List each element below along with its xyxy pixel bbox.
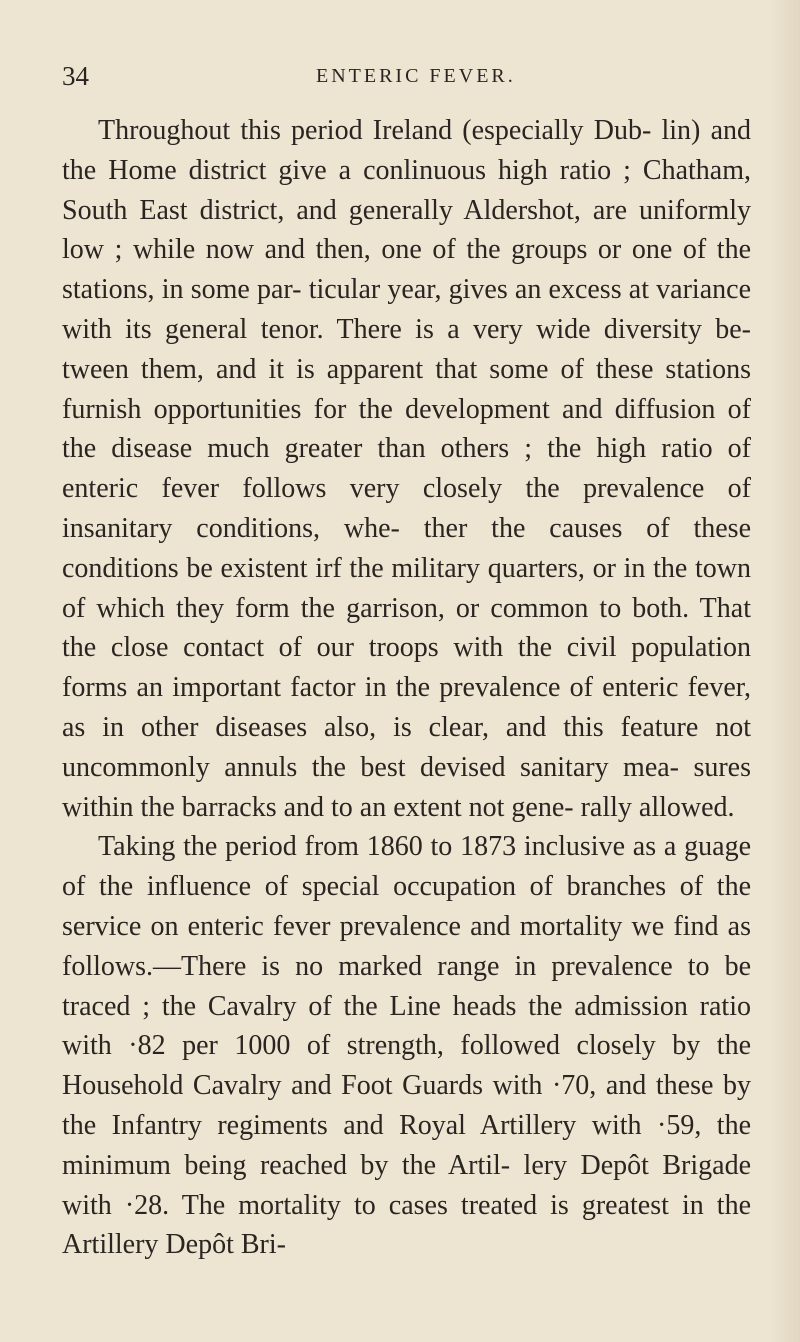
paragraph-2: Taking the period from 1860 to 1873 inclusive as a guage of the influence of special occupation of branches of the service on enteric fever prevalence and mortality we find as follows.—There is no marked range in prevalence to be traced ; the Cavalry of the Line heads the admission ratio with ·82 per 1000 of strength, followed closely by the Household Cavalry and Foot Guards with ·70, and these by the Infantry regiments and Royal Artillery with ·59, the minimum being reached by the Artil- lery Depôt Brigade with ·28. The mortality to cases treated is greatest in the Artillery Depôt Bri- xyxy=(62,831,751,1261)
paragraph-1: Throughout this period Ireland (especially Dub- lin) and the Home district give a conlinuous high ratio ; Chatham, South East district, and generally Aldershot, are uniformly low ; while now and then, one of the groups or one of the stations, in some par- ticular year, gives an excess at variance with its general tenor. There is a very wide diversity be- tween them, and it is apparent that some of these stations furnish opportunities for the development and diffusion of the disease much greater than others ; the high ratio of enteric fever follows very closely the prevalence of insanitary conditions, whe- ther the causes of these conditions be existent irf the military quarters, or in the town of which they form the garrison, or common to both. That the close contact of our troops with the civil population forms an important factor in the prevalence of enteric fever, as in other diseases also, is clear, and this feature not uncommonly annuls the best devised sanitary mea- sures within the barracks and to an extent not gene- rally allowed. xyxy=(62,115,751,823)
body-text xyxy=(62,111,751,1265)
running-title: ENTERIC FEVER. xyxy=(316,65,516,87)
page-edge-shadow xyxy=(770,0,800,1342)
page-number: 34 xyxy=(62,61,89,91)
page-header xyxy=(62,58,752,94)
